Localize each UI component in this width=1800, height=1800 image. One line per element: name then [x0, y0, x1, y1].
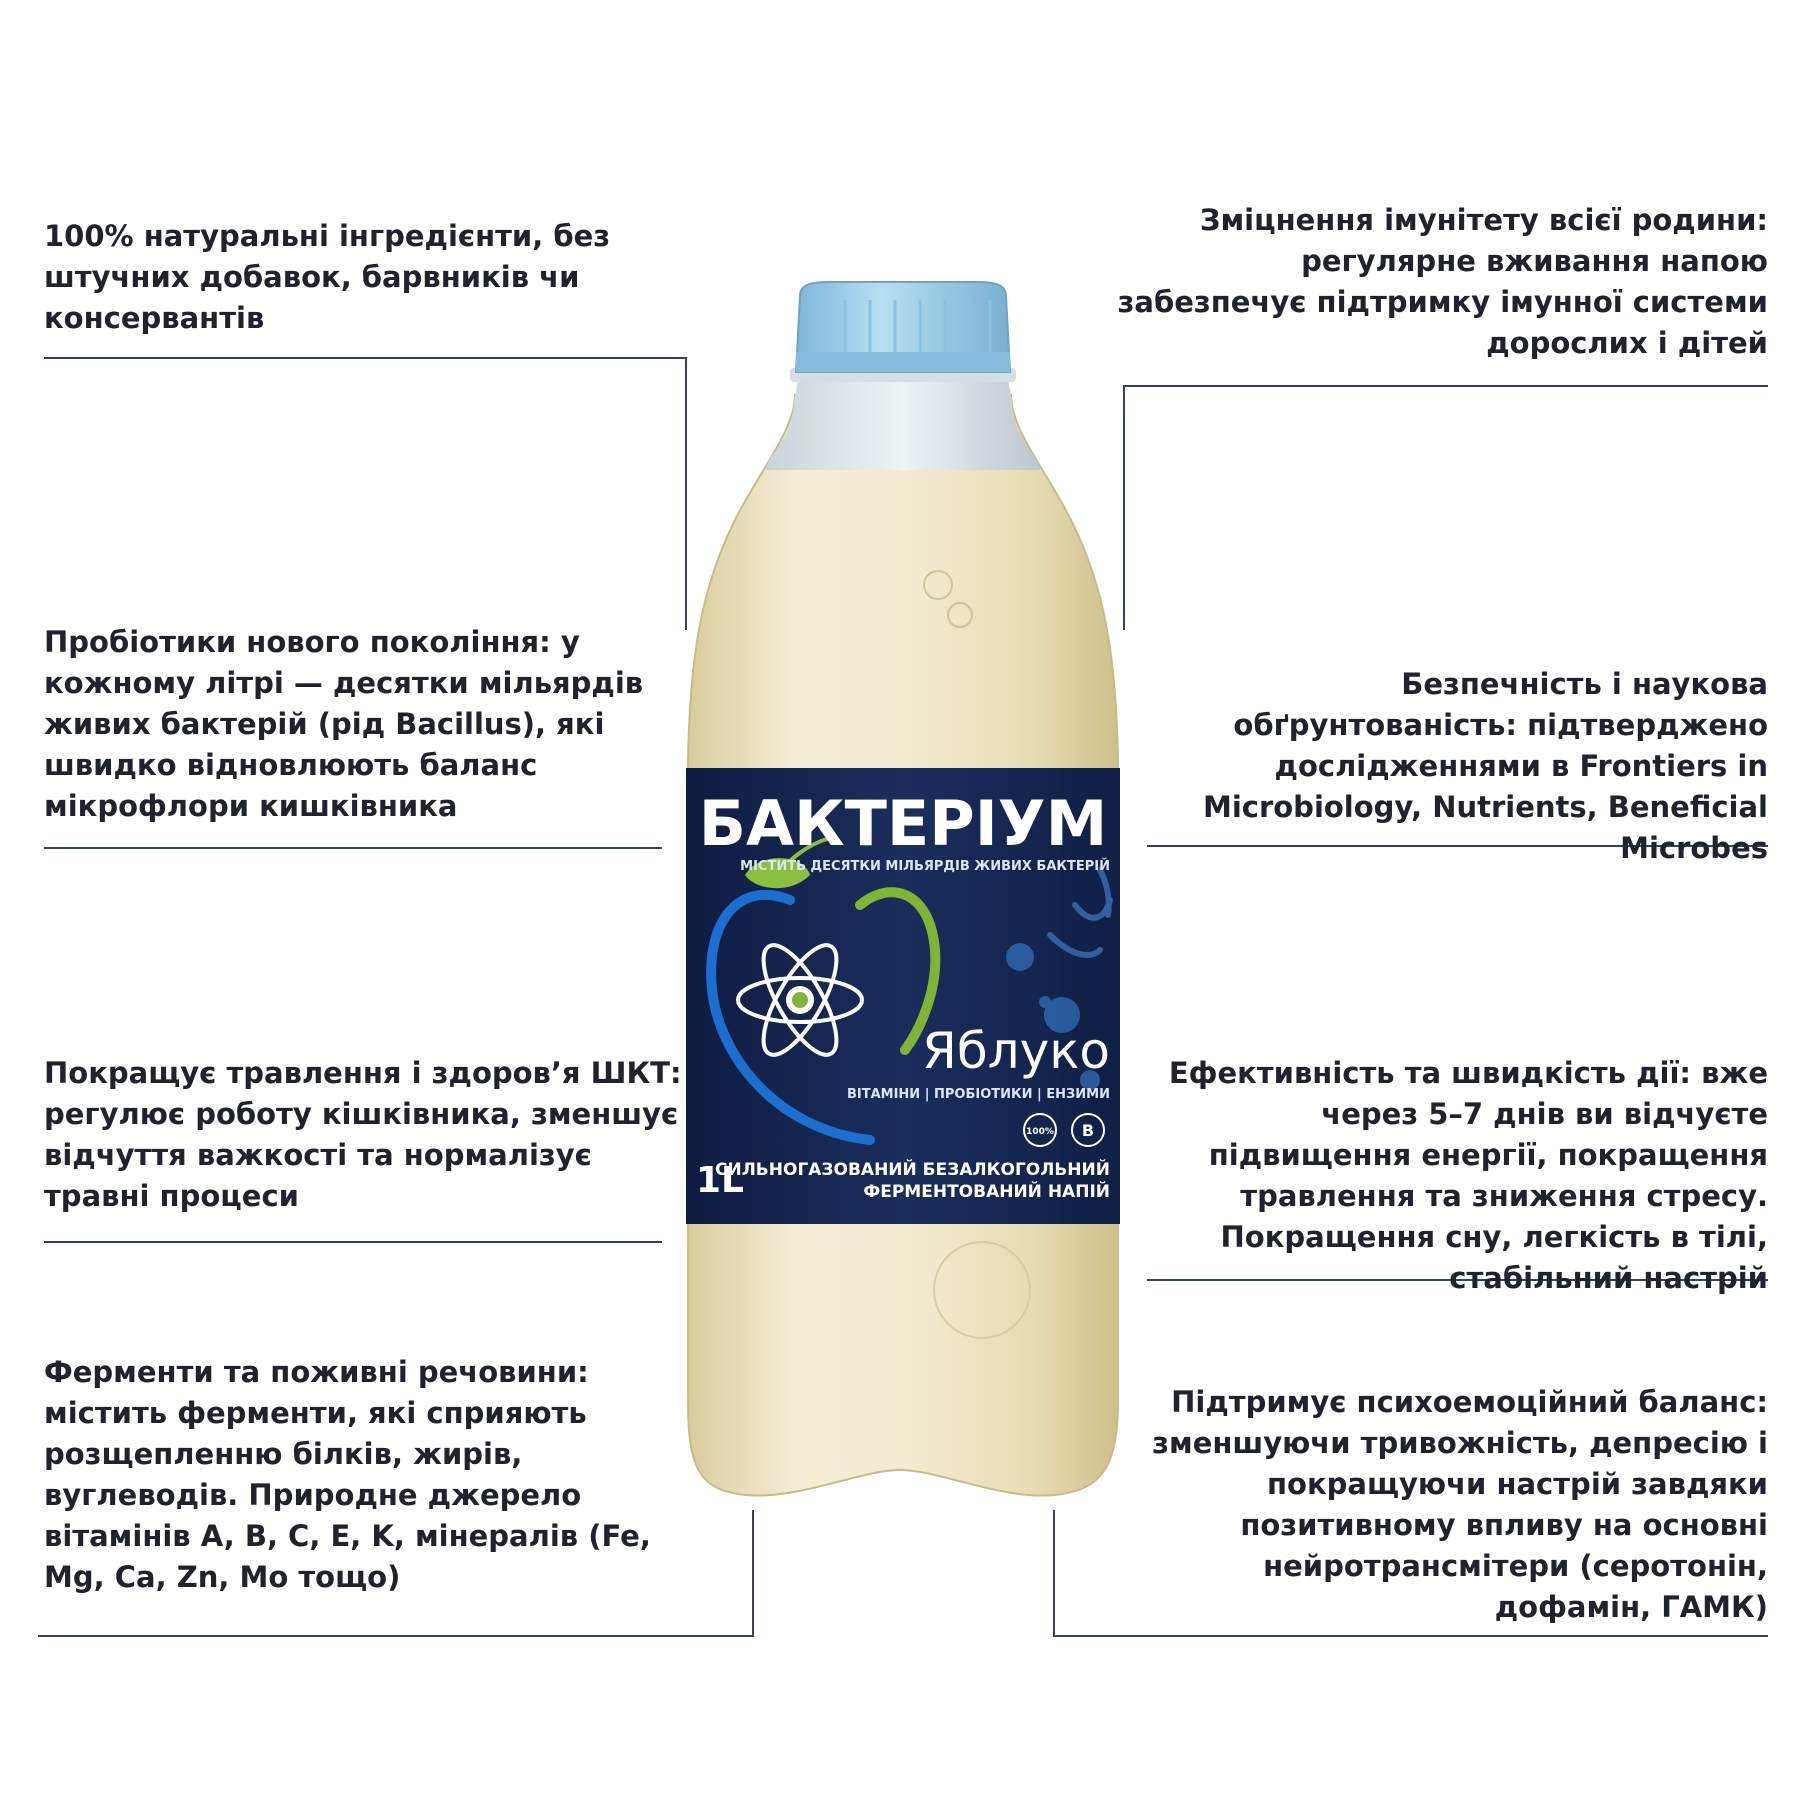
callout-effectiveness: Ефективність та швидкість дії: вже через 5–7 днів ви відчуєте підвищення енергії, покращення травлення та зниження стресу. Покращення сну, легкість в тілі, стабільний настрій [1168, 1056, 1768, 1295]
leader-left-1 [44, 358, 686, 630]
callout-enzymes: Ферменти та поживні речовини: містить ферменти, які сприяють розщепленню білків, жирів, вуглеводів. Природне джерело вітамінів A, B, C, E, K, мінералів (Fe, Mg, Ca, Zn, Mo тощо) [44, 1355, 651, 1594]
callout-science: Безпечність і наукова обґрунтованість: підтверджено дослідженнями в Frontiers in Microbiology, Nutrients, Beneficial Microbes [1202, 667, 1768, 865]
brand-name: БАКТЕРІУМ [698, 787, 1108, 860]
leader-right-1 [1124, 386, 1768, 630]
volume: 1L [696, 1160, 744, 1201]
benefits-line: ВІТАМІНИ | ПРОБІОТИКИ | ЕНЗИМИ [846, 1087, 1110, 1102]
callout-immunity: Зміцнення імунітету всієї родини: регулярне вживання напою забезпечує підтримку імунної системи дорослих і дітей [1117, 203, 1768, 360]
description-line-1: СИЛЬНОГАЗОВАНИЙ БЕЗАЛКОГОЛЬНИЙ [714, 1160, 1110, 1180]
callout-natural-ingredients: 100% натуральні інгредієнти, без штучних добавок, барвників чи консервантів [44, 219, 611, 335]
description-line-2: ФЕРМЕНТОВАНИЙ НАПІЙ [863, 1182, 1110, 1202]
flavor-name: Яблуко [922, 1022, 1110, 1080]
label-tagline: МІСТИТЬ ДЕСЯТКИ МІЛЬЯРДІВ ЖИВИХ БАКТЕРІЙ [740, 859, 1110, 874]
callout-emotional-balance: Підтримує психоемоційний баланс: зменшуючи тривожність, депресію і покращуючи настрій завдяки позитивному впливу на основні нейротрансмітери (серотонін, дофамін, ГАМК) [1152, 1385, 1768, 1624]
callout-probiotics: Пробіотики нового покоління: у кожному літрі — десятки мільярдів живих бактерій (рід Bacillus), які швидко відновлюють баланс мікрофлори кишківника [44, 625, 644, 823]
svg-text:100%: 100% [1026, 1127, 1054, 1137]
callout-digestion: Покращує травлення і здоров’я ШКТ: регулює роботу кішківника, зменшує відчуття важкості та нормалізує травні процеси [44, 1056, 682, 1213]
svg-text:B: B [1081, 1121, 1095, 1140]
